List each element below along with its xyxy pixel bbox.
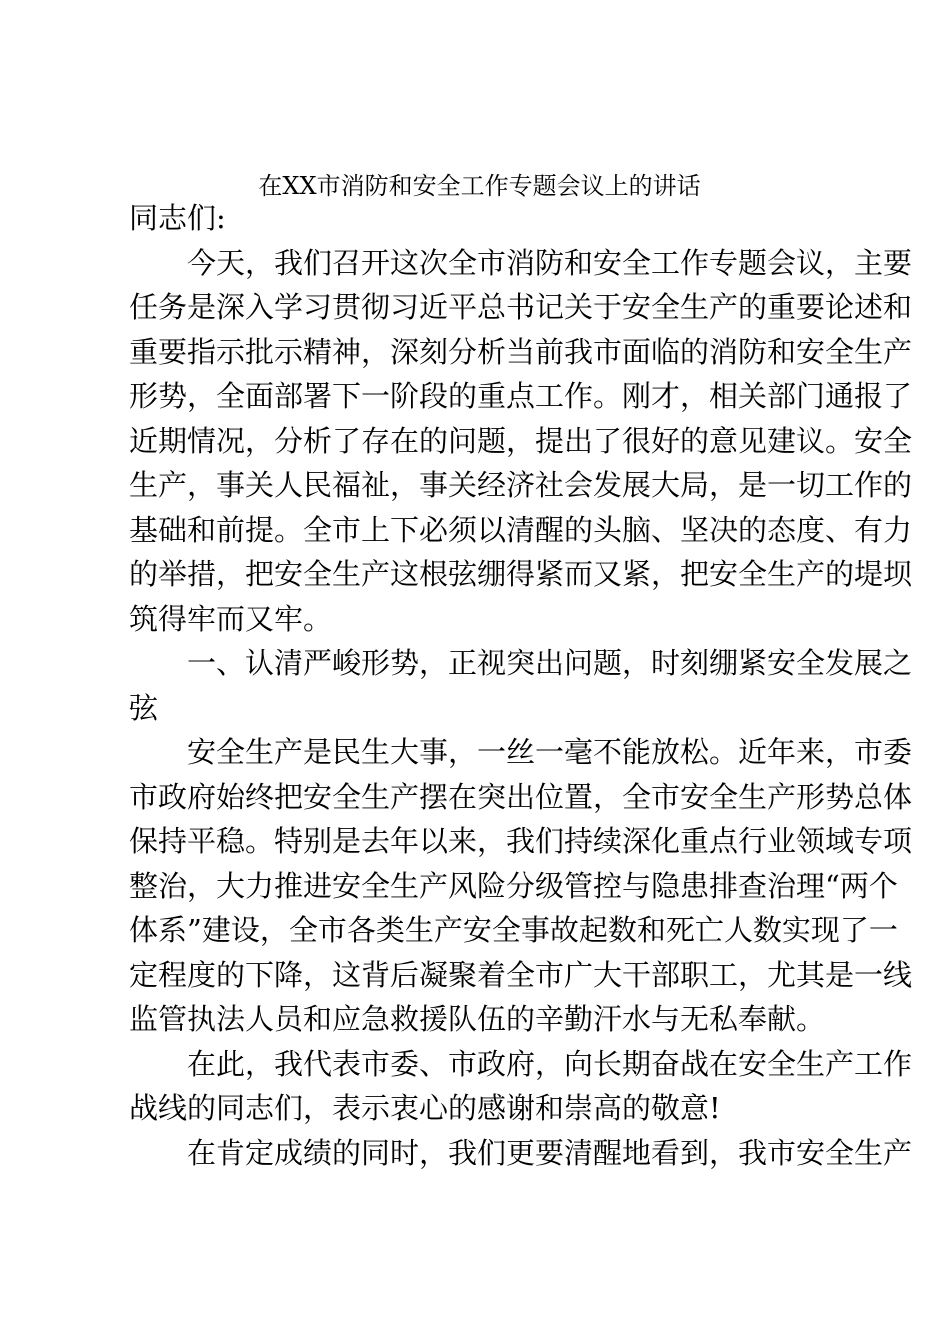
section-heading-1 [129, 641, 913, 730]
paragraph-problems [129, 1131, 913, 1176]
paragraph-line: 保持平稳。特别是去年以来，我们持续深化重点行业领域专项 [129, 824, 913, 858]
paragraph-achievements [129, 730, 913, 1042]
paragraph-line: 筑得牢而又牢。 [129, 601, 333, 636]
paragraph-thanks [129, 1042, 913, 1131]
paragraph-line: 今天，我们召开这次全市消防和安全工作专题会议，主要 [187, 245, 913, 280]
document-title: 在XX市消防和安全工作专题会议上的讲话 [258, 172, 701, 200]
paragraph-line: 近期情况，分析了存在的问题，提出了很好的意见建议。安全 [129, 423, 913, 458]
paragraph-line: 在此，我代表市委、市政府，向长期奋战在安全生产工作 [187, 1046, 913, 1081]
paragraph-intro [129, 241, 913, 642]
paragraph-line: 安全生产是民生大事，一丝一毫不能放松。近年来，市委 [187, 735, 913, 769]
paragraph-line: 形势，全面部署下一阶段的重点工作。刚才，相关部门通报了 [129, 379, 913, 413]
paragraph-line: 整治，大力推进安全生产风险分级管控与隐患排查治理“两个 [129, 868, 898, 903]
paragraph-line: 体系”建设，全市各类生产安全事故起数和死亡人数实现了一 [129, 913, 898, 947]
paragraph-line: 任务是深入学习贯彻习近平总书记关于安全生产的重要论述和 [129, 290, 913, 324]
paragraph-line: 在肯定成绩的同时，我们更要清醒地看到，我市安全生产 [187, 1135, 913, 1170]
paragraph-line: 定程度的下降，这背后凝聚着全市广大干部职工，尤其是一线 [129, 957, 913, 992]
paragraph-line: 市政府始终把安全生产摆在突出位置，全市安全生产形势总体 [129, 779, 913, 814]
paragraph-line: 重要指示批示精神，深刻分析当前我市面临的消防和安全生产 [129, 334, 913, 369]
paragraph-line: 的举措，把安全生产这根弦绷得紧而又紧，把安全生产的堤坝 [129, 557, 913, 591]
salutation-line: 同志们: [129, 201, 226, 235]
paragraph-line: 监管执法人员和应急救援队伍的辛勤汗水与无私奉献。 [129, 1002, 826, 1036]
paragraph-line: 基础和前提。全市上下必须以清醒的头脑、坚决的态度、有力 [129, 512, 913, 547]
paragraph-line: 战线的同志们，表示衷心的感谢和崇高的敬意! [129, 1091, 721, 1125]
salutation [129, 196, 830, 241]
paragraph-line: 生产，事关人民福祉，事关经济社会发展大局，是一切工作的 [129, 468, 913, 502]
document-body [129, 196, 913, 1175]
heading-line: 一、认清严峻形势，正视突出问题，时刻绷紧安全发展之 [187, 646, 913, 680]
heading-line: 弦 [129, 690, 159, 725]
